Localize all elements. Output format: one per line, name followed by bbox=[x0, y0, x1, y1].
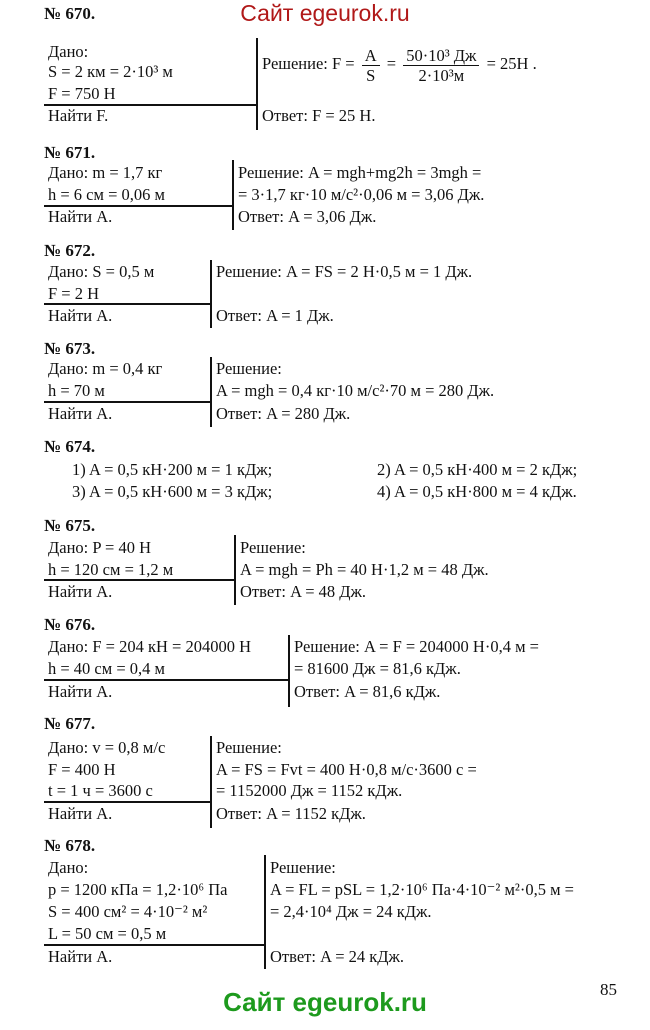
answer-line: Ответ: F = 25 Н. bbox=[262, 106, 376, 125]
find-line: Найти A. bbox=[48, 682, 113, 701]
list-item: 1) A = 0,5 кН·200 м = 1 кДж; bbox=[72, 460, 273, 479]
divider bbox=[210, 736, 212, 828]
given-line: Дано: P = 40 Н bbox=[48, 538, 152, 557]
solution-line: = 1152000 Дж = 1152 кДж. bbox=[216, 781, 403, 800]
problem-number: № 671. bbox=[44, 143, 96, 162]
find-line: Найти A. bbox=[48, 582, 113, 601]
solution-line: A = FL = pSL = 1,2·10⁶ Па·4·10⁻² м²·0,5 м = bbox=[270, 880, 574, 899]
divider bbox=[44, 401, 212, 403]
given-line: F = 400 Н bbox=[48, 760, 116, 779]
solution-line: = 2,4·10⁴ Дж = 24 кДж. bbox=[270, 902, 432, 921]
given-line: h = 120 см = 1,2 м bbox=[48, 560, 174, 579]
solution-line: A = FS = Fvt = 400 Н·0,8 м/с·3600 с = bbox=[216, 760, 477, 779]
equals-sign: = bbox=[386, 54, 397, 73]
given-line: F = 2 Н bbox=[48, 284, 100, 303]
fraction bbox=[403, 46, 479, 85]
list-item: 2) A = 0,5 кН·400 м = 2 кДж; bbox=[377, 460, 578, 479]
site-watermark-top: Сайт egeurok.ru bbox=[240, 0, 410, 26]
given-line: Дано: F = 204 кН = 204000 Н bbox=[48, 637, 252, 656]
fraction-denominator: 2·10³м bbox=[418, 65, 465, 85]
problem-number: № 673. bbox=[44, 339, 96, 358]
given-line: Дано: m = 1,7 кг bbox=[48, 163, 163, 182]
answer-line: Ответ: A = 280 Дж. bbox=[216, 404, 351, 423]
solution-line: Решение: A = FS = 2 Н·0,5 м = 1 Дж. bbox=[216, 262, 473, 281]
answer-line: Ответ: A = 3,06 Дж. bbox=[238, 207, 377, 226]
divider bbox=[234, 535, 236, 605]
solution-line: A = mgh = Ph = 40 Н·1,2 м = 48 Дж. bbox=[240, 560, 489, 579]
given-line: h = 70 м bbox=[48, 381, 105, 400]
given-line: S = 2 км = 2·10³ м bbox=[48, 62, 173, 81]
problem-number: № 675. bbox=[44, 516, 96, 535]
given-line: Дано: S = 0,5 м bbox=[48, 262, 155, 281]
divider bbox=[210, 357, 212, 427]
given-line: h = 40 см = 0,4 м bbox=[48, 659, 165, 678]
fraction-numerator: A bbox=[362, 46, 380, 66]
divider bbox=[44, 679, 290, 681]
page-number: 85 bbox=[600, 980, 617, 999]
answer-line: Ответ: A = 48 Дж. bbox=[240, 582, 367, 601]
answer-line: Ответ: A = 81,6 кДж. bbox=[294, 682, 441, 701]
site-watermark-bottom: Сайт egeurok.ru bbox=[223, 987, 427, 1017]
given-line: S = 400 см² = 4·10⁻² м² bbox=[48, 902, 208, 921]
solution-line: = 3·1,7 кг·10 м/с²·0,06 м = 3,06 Дж. bbox=[238, 185, 485, 204]
answer-line: Ответ: A = 1 Дж. bbox=[216, 306, 334, 325]
divider bbox=[44, 801, 212, 803]
solution-line: = 81600 Дж = 81,6 кДж. bbox=[294, 659, 461, 678]
solution-line: A = mgh = 0,4 кг·10 м/с²·70 м = 280 Дж. bbox=[216, 381, 495, 400]
solution-line: Решение: A = F = 204000 Н·0,4 м = bbox=[294, 637, 539, 656]
list-item: 3) A = 0,5 кН·600 м = 3 кДж; bbox=[72, 482, 273, 501]
solution-line: Решение: A = mgh+mg2h = 3mgh = bbox=[238, 163, 482, 182]
problem-number: № 672. bbox=[44, 241, 96, 260]
solution-line: Решение: bbox=[216, 359, 282, 378]
find-line: Найти A. bbox=[48, 306, 113, 325]
given-line: F = 750 Н bbox=[48, 84, 116, 103]
fraction bbox=[362, 46, 380, 85]
answer-line: Ответ: A = 1152 кДж. bbox=[216, 804, 366, 823]
given-line: p = 1200 кПа = 1,2·10⁶ Па bbox=[48, 880, 228, 899]
solution-line bbox=[262, 44, 537, 85]
solution-text: = 25Н . bbox=[486, 54, 537, 73]
solution-text: Решение: F = bbox=[262, 54, 355, 73]
solution-line: Решение: bbox=[240, 538, 306, 557]
divider bbox=[288, 635, 290, 707]
divider bbox=[210, 260, 212, 328]
given-label: Дано: bbox=[48, 858, 89, 877]
divider bbox=[264, 855, 266, 969]
find-line: Найти F. bbox=[48, 106, 109, 125]
find-line: Найти A. bbox=[48, 947, 113, 966]
given-line: Дано: v = 0,8 м/с bbox=[48, 738, 166, 757]
solution-line: Решение: bbox=[270, 858, 336, 877]
problem-number: № 678. bbox=[44, 836, 96, 855]
divider bbox=[232, 160, 234, 230]
divider bbox=[44, 944, 266, 946]
given-line: Дано: m = 0,4 кг bbox=[48, 359, 163, 378]
given-line: h = 6 см = 0,06 м bbox=[48, 185, 165, 204]
find-line: Найти A. bbox=[48, 404, 113, 423]
divider bbox=[44, 579, 236, 581]
given-label: Дано: bbox=[48, 42, 89, 61]
find-line: Найти A. bbox=[48, 804, 113, 823]
given-line: t = 1 ч = 3600 с bbox=[48, 781, 153, 800]
problem-number: № 674. bbox=[44, 437, 96, 456]
divider bbox=[44, 303, 212, 305]
divider bbox=[256, 38, 258, 130]
problem-number: № 670. bbox=[44, 4, 96, 23]
list-item: 4) A = 0,5 кН·800 м = 4 кДж. bbox=[377, 482, 577, 501]
find-line: Найти A. bbox=[48, 207, 113, 226]
answer-line: Ответ: A = 24 кДж. bbox=[270, 947, 405, 966]
problem-number: № 677. bbox=[44, 714, 96, 733]
fraction-denominator: S bbox=[366, 65, 376, 85]
solution-line: Решение: bbox=[216, 738, 282, 757]
fraction-numerator: 50·10³ Дж bbox=[403, 46, 479, 66]
problem-number: № 676. bbox=[44, 615, 96, 634]
given-line: L = 50 см = 0,5 м bbox=[48, 924, 167, 943]
